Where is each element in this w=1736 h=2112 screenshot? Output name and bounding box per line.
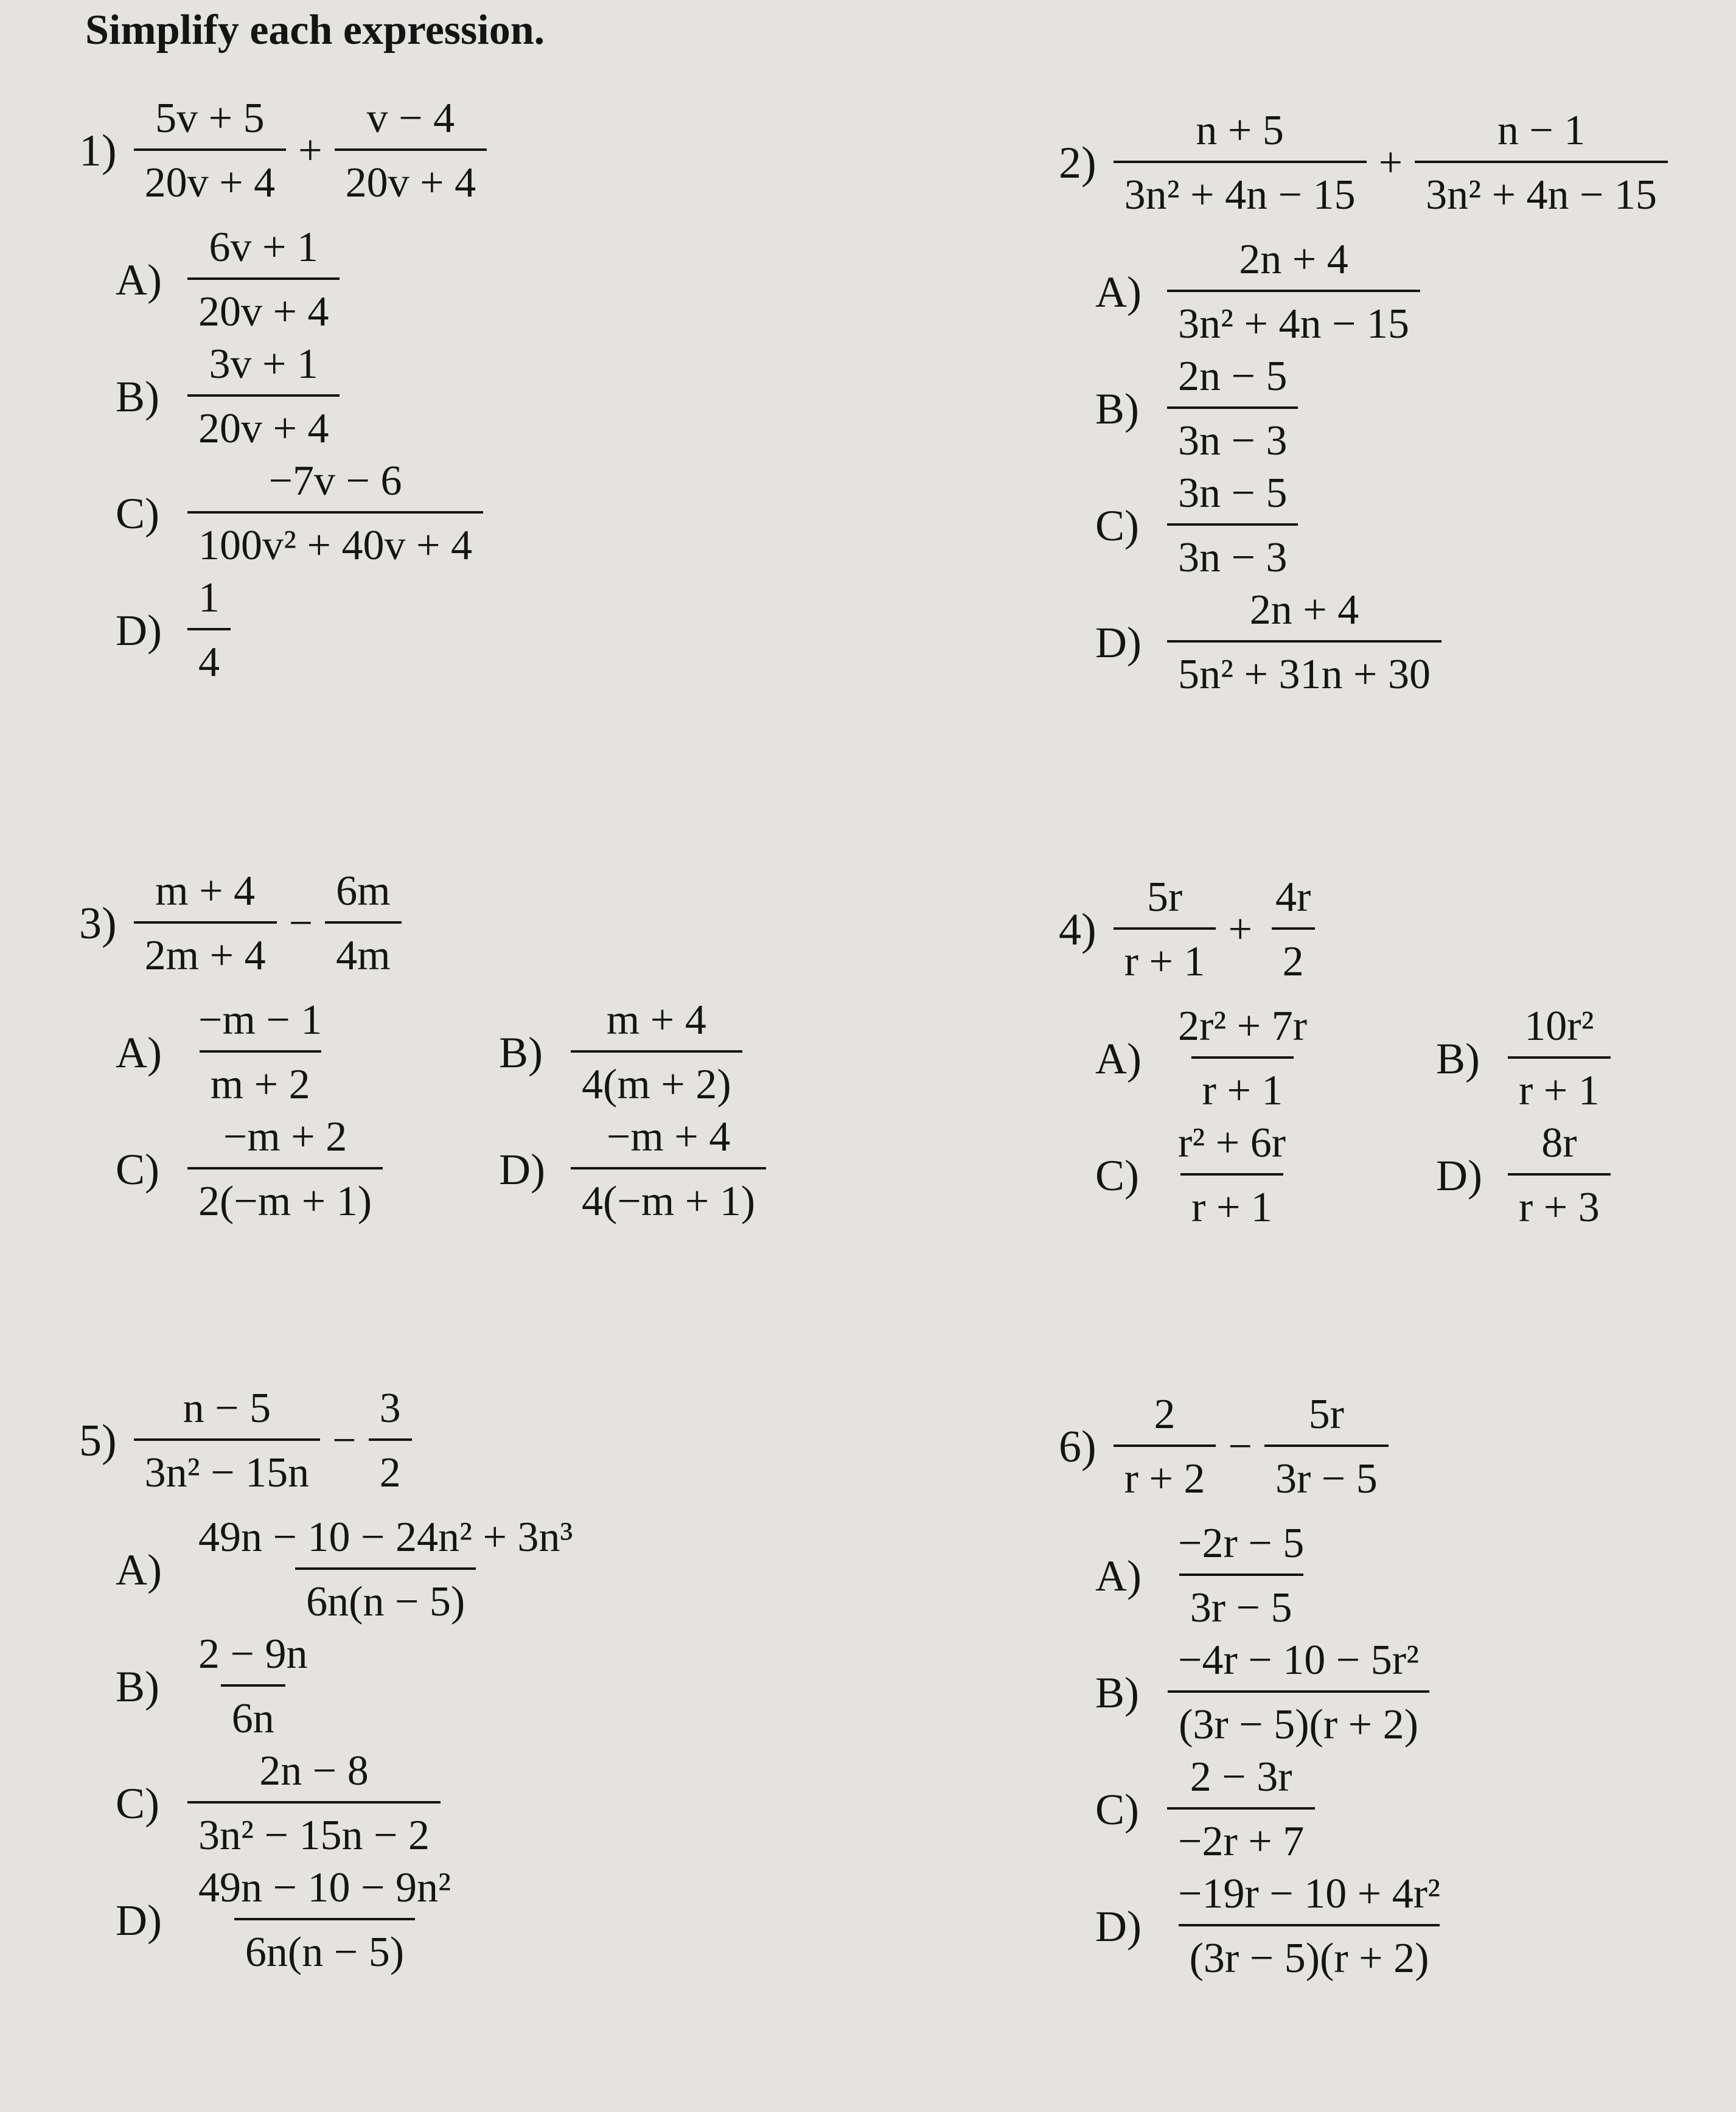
fraction: $\frac{5r}{3r - 5}$: [1264, 1393, 1389, 1500]
problem-3: [79, 870, 766, 1223]
choice-b[interactable]: B) $\frac{2n - 5}{3n - 3}$: [1095, 355, 1668, 462]
choice-d[interactable]: D) $\frac{\text{49n − 10 − 9n²}}{6n(n - 5)}$: [116, 1864, 451, 1976]
choice-c[interactable]: C) $\frac{3n - 5}{3n - 3}$: [1095, 472, 1668, 579]
choice-a[interactable]: A) $\frac{6v + 1}{20v + 4}$: [116, 226, 487, 333]
choice-d[interactable]: D) $\frac{8r}{r + 3}$: [1436, 1122, 1611, 1229]
fraction: $\frac{v - 4}{20v + 4}$: [335, 97, 487, 204]
choice-b[interactable]: B) $\frac{\text{−4r − 10 − 5r²}}{(3r - 5)(r + 2)}$: [1095, 1639, 1451, 1746]
page-title: Simplify each expression.: [85, 7, 545, 54]
fraction: $\frac{5v + 5}{20v + 4}$: [134, 97, 286, 204]
fraction: $\frac{2}{r + 2}$: [1114, 1393, 1216, 1500]
choice-a[interactable]: A) $\frac{\text{49n − 10 − 24n² + 3n³}}{6n(n - 5)}$: [116, 1514, 573, 1625]
choice-c[interactable]: C) $\frac{2n - 8}{\text{3n² − 15n − 2}}$: [116, 1750, 584, 1857]
choice-a[interactable]: A) $\frac{\text{2r² + 7r}}{r + 1}$: [1095, 1003, 1308, 1114]
choice-c[interactable]: C) $\frac{-m + 2}{2(-m + 1)}$: [116, 1116, 499, 1223]
problem-expression: [1059, 1393, 1451, 1500]
problem-5: [79, 1387, 584, 1974]
fraction: $\frac{m + 4}{2m + 4}$: [134, 870, 277, 977]
problem-expression: [79, 97, 487, 204]
problem-number: 3): [79, 898, 117, 949]
choice-b[interactable]: B) $\frac{\text{10r²}}{r + 1}$: [1436, 1005, 1611, 1112]
problem-6: [1059, 1393, 1451, 1980]
choice-b[interactable]: B) $\frac{m + 4}{4(m + 2)}$: [499, 999, 742, 1106]
fraction: $\frac{n + 5}{\text{3n² + 4n − 15}}$: [1114, 110, 1367, 217]
problem-number: 2): [1059, 138, 1096, 188]
problem-number: 1): [79, 125, 117, 176]
choice-d[interactable]: D) $\frac{2n + 4}{\text{5n² + 31n + 30}}$: [1095, 589, 1668, 696]
problem-number: 5): [79, 1415, 117, 1466]
choice-a[interactable]: A) $\frac{-m - 1}{m + 2}$: [116, 997, 322, 1108]
choice-a[interactable]: A) $\frac{-2r - 5}{3r - 5}$: [1095, 1520, 1305, 1631]
choice-b[interactable]: B) $\frac{3v + 1}{20v + 4}$: [116, 343, 487, 450]
choice-c[interactable]: C) $\frac{2 - 3r}{-2r + 7}$: [1095, 1756, 1451, 1863]
operator: +: [298, 127, 322, 174]
choice-b[interactable]: B) $\frac{2 - 9n}{6n}$: [116, 1631, 308, 1742]
problem-number: 4): [1059, 904, 1096, 955]
operator: +: [1378, 139, 1403, 186]
problem-expression: [1059, 107, 1668, 218]
choice-c[interactable]: C) $\frac{\text{r² + 6r}}{r + 1}$: [1095, 1120, 1286, 1231]
problem-expression: [1059, 876, 1611, 983]
operator: −: [332, 1417, 357, 1464]
fraction: $\frac{4r}{2}$: [1264, 876, 1322, 983]
fraction: $\frac{n - 5}{\text{3n² − 15n}}$: [134, 1387, 320, 1494]
choice-d[interactable]: D) $\frac{\text{−19r − 10 + 4r²}}{(3r - 5)(r + 2)}$: [1095, 1870, 1441, 1982]
fraction: $\frac{n - 1}{\text{3n² + 4n − 15}}$: [1415, 110, 1668, 217]
problem-expression: [79, 870, 766, 977]
problem-2: [1059, 107, 1668, 698]
choice-d[interactable]: D) $\frac{-m + 4}{4(-m + 1)}$: [499, 1116, 766, 1223]
choice-c[interactable]: C) $\frac{-7v - 6}{\text{100v² + 40v + 4}}$: [116, 460, 487, 567]
operator: −: [1228, 1423, 1252, 1470]
fraction: $\frac{3}{2}$: [369, 1387, 412, 1494]
choice-a[interactable]: A) $\frac{2n + 4}{\text{3n² + 4n − 15}}$: [1095, 239, 1668, 346]
fraction: $\frac{6m}{4m}$: [325, 870, 401, 977]
operator: +: [1228, 906, 1252, 953]
problem-expression: [79, 1387, 584, 1494]
choice-d[interactable]: D) $\frac{1}{4}$: [116, 577, 487, 684]
fraction: $\frac{5r}{r + 1}$: [1114, 876, 1216, 983]
problem-1: [79, 97, 487, 684]
problem-number: 6): [1059, 1421, 1096, 1472]
problem-4: [1059, 876, 1611, 1229]
operator: −: [288, 900, 313, 947]
